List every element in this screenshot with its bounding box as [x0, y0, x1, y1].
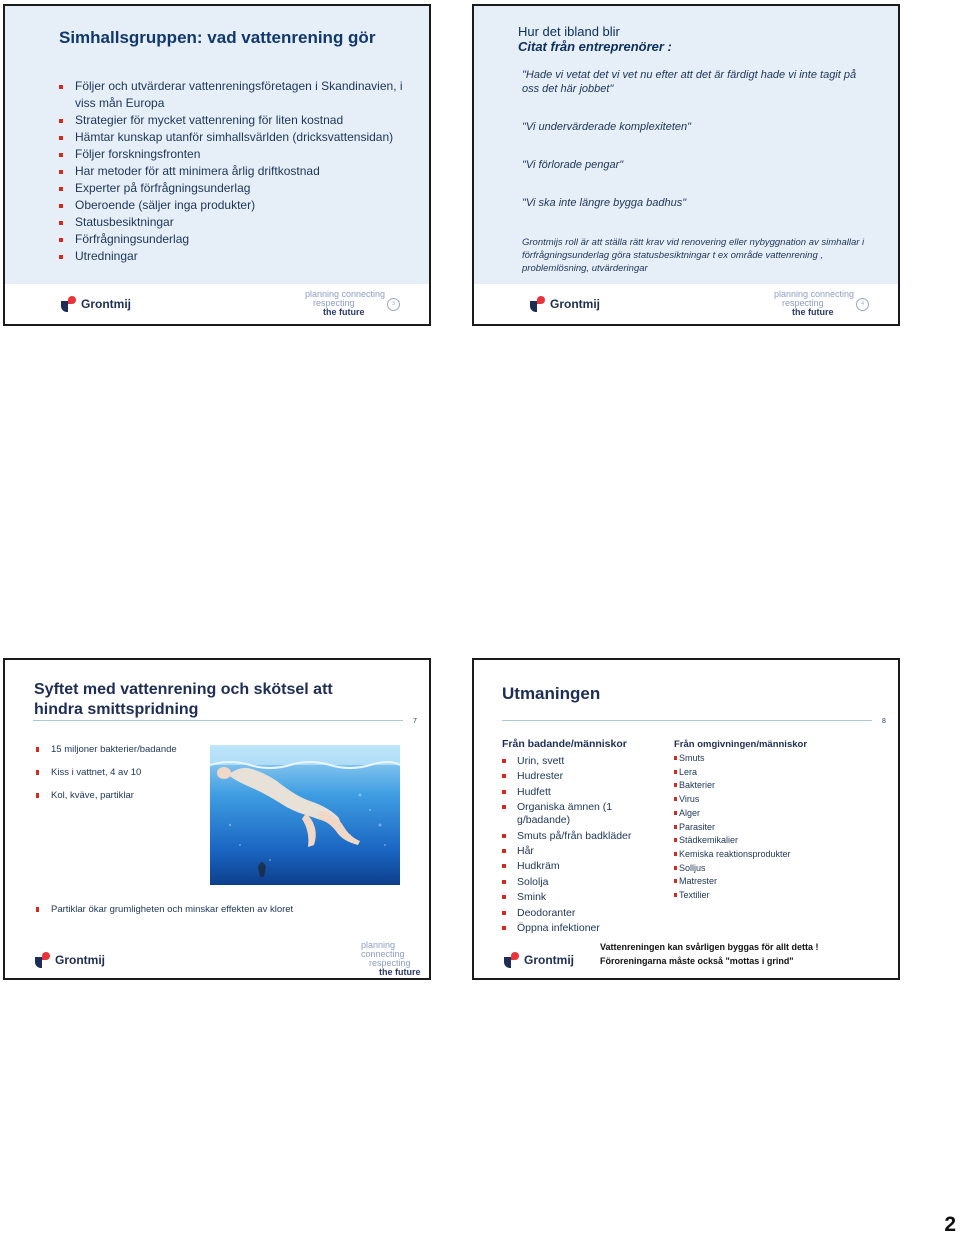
slide-footer — [5, 284, 429, 324]
tagline — [774, 290, 854, 317]
quote: "Vi undervärderade komplexiteten" — [522, 121, 692, 133]
slide-3 — [3, 4, 431, 326]
list-item: Kemiska reaktionsprodukter — [674, 848, 844, 862]
tagline-line: planning connecting — [361, 940, 405, 959]
list-item: Partiklar ökar grumligheten och minskar effekten av kloret — [36, 904, 376, 915]
column-heading: Från badande/människor — [502, 738, 627, 750]
list-item: Hämtar kunskap utanför simhallsvärlden (dricksvattensidan) — [59, 129, 419, 146]
list-item: Deodoranter — [502, 907, 652, 920]
pollutant-list-environment — [674, 752, 844, 903]
list-item: Förfrågningsunderlag — [59, 231, 419, 248]
list-item: Textilier — [674, 889, 844, 903]
grontmij-logo-icon — [61, 296, 77, 312]
tagline-line: the future — [792, 307, 834, 317]
grontmij-logo — [530, 296, 600, 312]
tagline-line: planning connecting — [774, 289, 855, 299]
list-item: Hudfett — [502, 786, 652, 799]
column-heading: Från omgivningen/människor — [674, 739, 808, 750]
tagline-line: the future — [323, 307, 365, 317]
heading-line: Hur det ibland blir — [518, 24, 620, 39]
tagline-line: respecting — [782, 298, 824, 308]
list-item: Virus — [674, 793, 844, 807]
quote: "Vi förlorade pengar" — [522, 159, 624, 171]
slide-heading — [518, 24, 672, 54]
list-item: Lera — [674, 766, 844, 780]
list-item: Hudkräm — [502, 860, 652, 873]
title-rule — [33, 720, 403, 721]
slide-title: Syftet med vattenrening och skötsel att hindra smittspridning — [34, 681, 333, 718]
tagline — [305, 290, 385, 317]
list-item: Solljus — [674, 862, 844, 876]
summary-note — [600, 940, 819, 968]
list-item: Sololja — [502, 876, 652, 889]
grontmij-logo — [504, 952, 574, 968]
list-item: Smuts — [674, 752, 844, 766]
list-item: Följer och utvärderar vattenreningsföretagen i Skandinavien, i viss mån Europa — [59, 78, 419, 112]
page-number: 2 — [944, 1213, 956, 1236]
slide-content — [474, 6, 898, 286]
list-item: Matrester — [674, 875, 844, 889]
list-item: Kiss i vattnet, 4 av 10 — [36, 767, 206, 778]
swimmer-illustration — [210, 745, 400, 885]
list-item: Organiska ämnen (1 g/badande) — [502, 801, 652, 827]
list-item: Oberoende (säljer inga produkter) — [59, 197, 419, 214]
grontmij-logo-icon — [530, 296, 546, 312]
quote: "Hade vi vetat det vi vet nu efter att det är färdigt hade vi inte tagit på oss det här jobbet" — [522, 69, 857, 95]
list-item: 15 miljoner bakterier/badande — [36, 744, 206, 755]
pollutant-list-bathers — [502, 755, 652, 937]
slide-number-badge: 3 — [387, 298, 400, 311]
note-line: Vattenreningen kan svårligen byggas för allt detta ! — [600, 942, 819, 952]
list-item: Kol, kväve, partiklar — [36, 790, 206, 801]
list-item: Smuts på/från badkläder — [502, 830, 652, 843]
slide-title: Utmaningen — [502, 684, 601, 703]
bullet-list-bottom — [36, 904, 376, 915]
list-item: Smink — [502, 891, 652, 904]
list-item: Öppna infektioner — [502, 922, 652, 935]
title-rule — [502, 720, 872, 721]
list-item: Utredningar — [59, 248, 419, 265]
tagline-line: respecting — [369, 958, 411, 968]
list-item: Statusbesiktningar — [59, 214, 419, 231]
slide-8 — [472, 658, 900, 980]
logo-text: Grontmij — [55, 953, 105, 967]
list-item: Hudrester — [502, 770, 652, 783]
list-item: Alger — [674, 807, 844, 821]
list-item: Har metoder för att minimera årlig driftkostnad — [59, 163, 419, 180]
tagline-line: planning connecting — [305, 289, 386, 299]
logo-text: Grontmij — [550, 297, 600, 311]
bullet-list — [36, 744, 206, 801]
slide-title: Simhallsgruppen: vad vattenrening gör — [59, 28, 376, 47]
logo-text: Grontmij — [81, 297, 131, 311]
slide-content — [5, 6, 429, 286]
slide-7 — [3, 658, 431, 980]
swimmer-photo — [210, 745, 400, 885]
tagline-line: the future — [379, 967, 421, 977]
list-item: Hår — [502, 845, 652, 858]
slide-4 — [472, 4, 900, 326]
tagline-line: respecting — [313, 298, 355, 308]
role-statement: Grontmijs roll är att ställa rätt krav vid renovering eller nybyggnation av simhallar i förfrågningsunderlag göra statusbesiktningar t ex område vattenrening , problemlösning, utvärderingar — [522, 237, 865, 274]
list-item: Experter på förfrågningsunderlag — [59, 180, 419, 197]
list-item: Städkemikalier — [674, 834, 844, 848]
bullet-list — [59, 78, 419, 265]
slide-number-badge: 4 — [856, 298, 869, 311]
list-item: Strategier för mycket vattenrening för liten kostnad — [59, 112, 419, 129]
tagline — [361, 941, 429, 977]
quote: "Vi ska inte längre bygga badhus" — [522, 197, 687, 209]
slide-number: 8 — [882, 718, 886, 725]
slide-number: 7 — [413, 718, 417, 725]
grontmij-logo — [61, 296, 131, 312]
list-item: Urin, svett — [502, 755, 652, 768]
subheading: Citat från entreprenörer : — [518, 39, 672, 54]
list-item: Följer forskningsfronten — [59, 146, 419, 163]
grontmij-logo-icon — [35, 952, 51, 968]
list-item: Bakterier — [674, 779, 844, 793]
logo-text: Grontmij — [524, 953, 574, 967]
grontmij-logo — [35, 952, 105, 968]
grontmij-logo-icon — [504, 952, 520, 968]
slide-footer — [474, 284, 898, 324]
list-item: Parasiter — [674, 821, 844, 835]
note-line: Föroreningarna måste också "mottas i grind" — [600, 956, 794, 966]
